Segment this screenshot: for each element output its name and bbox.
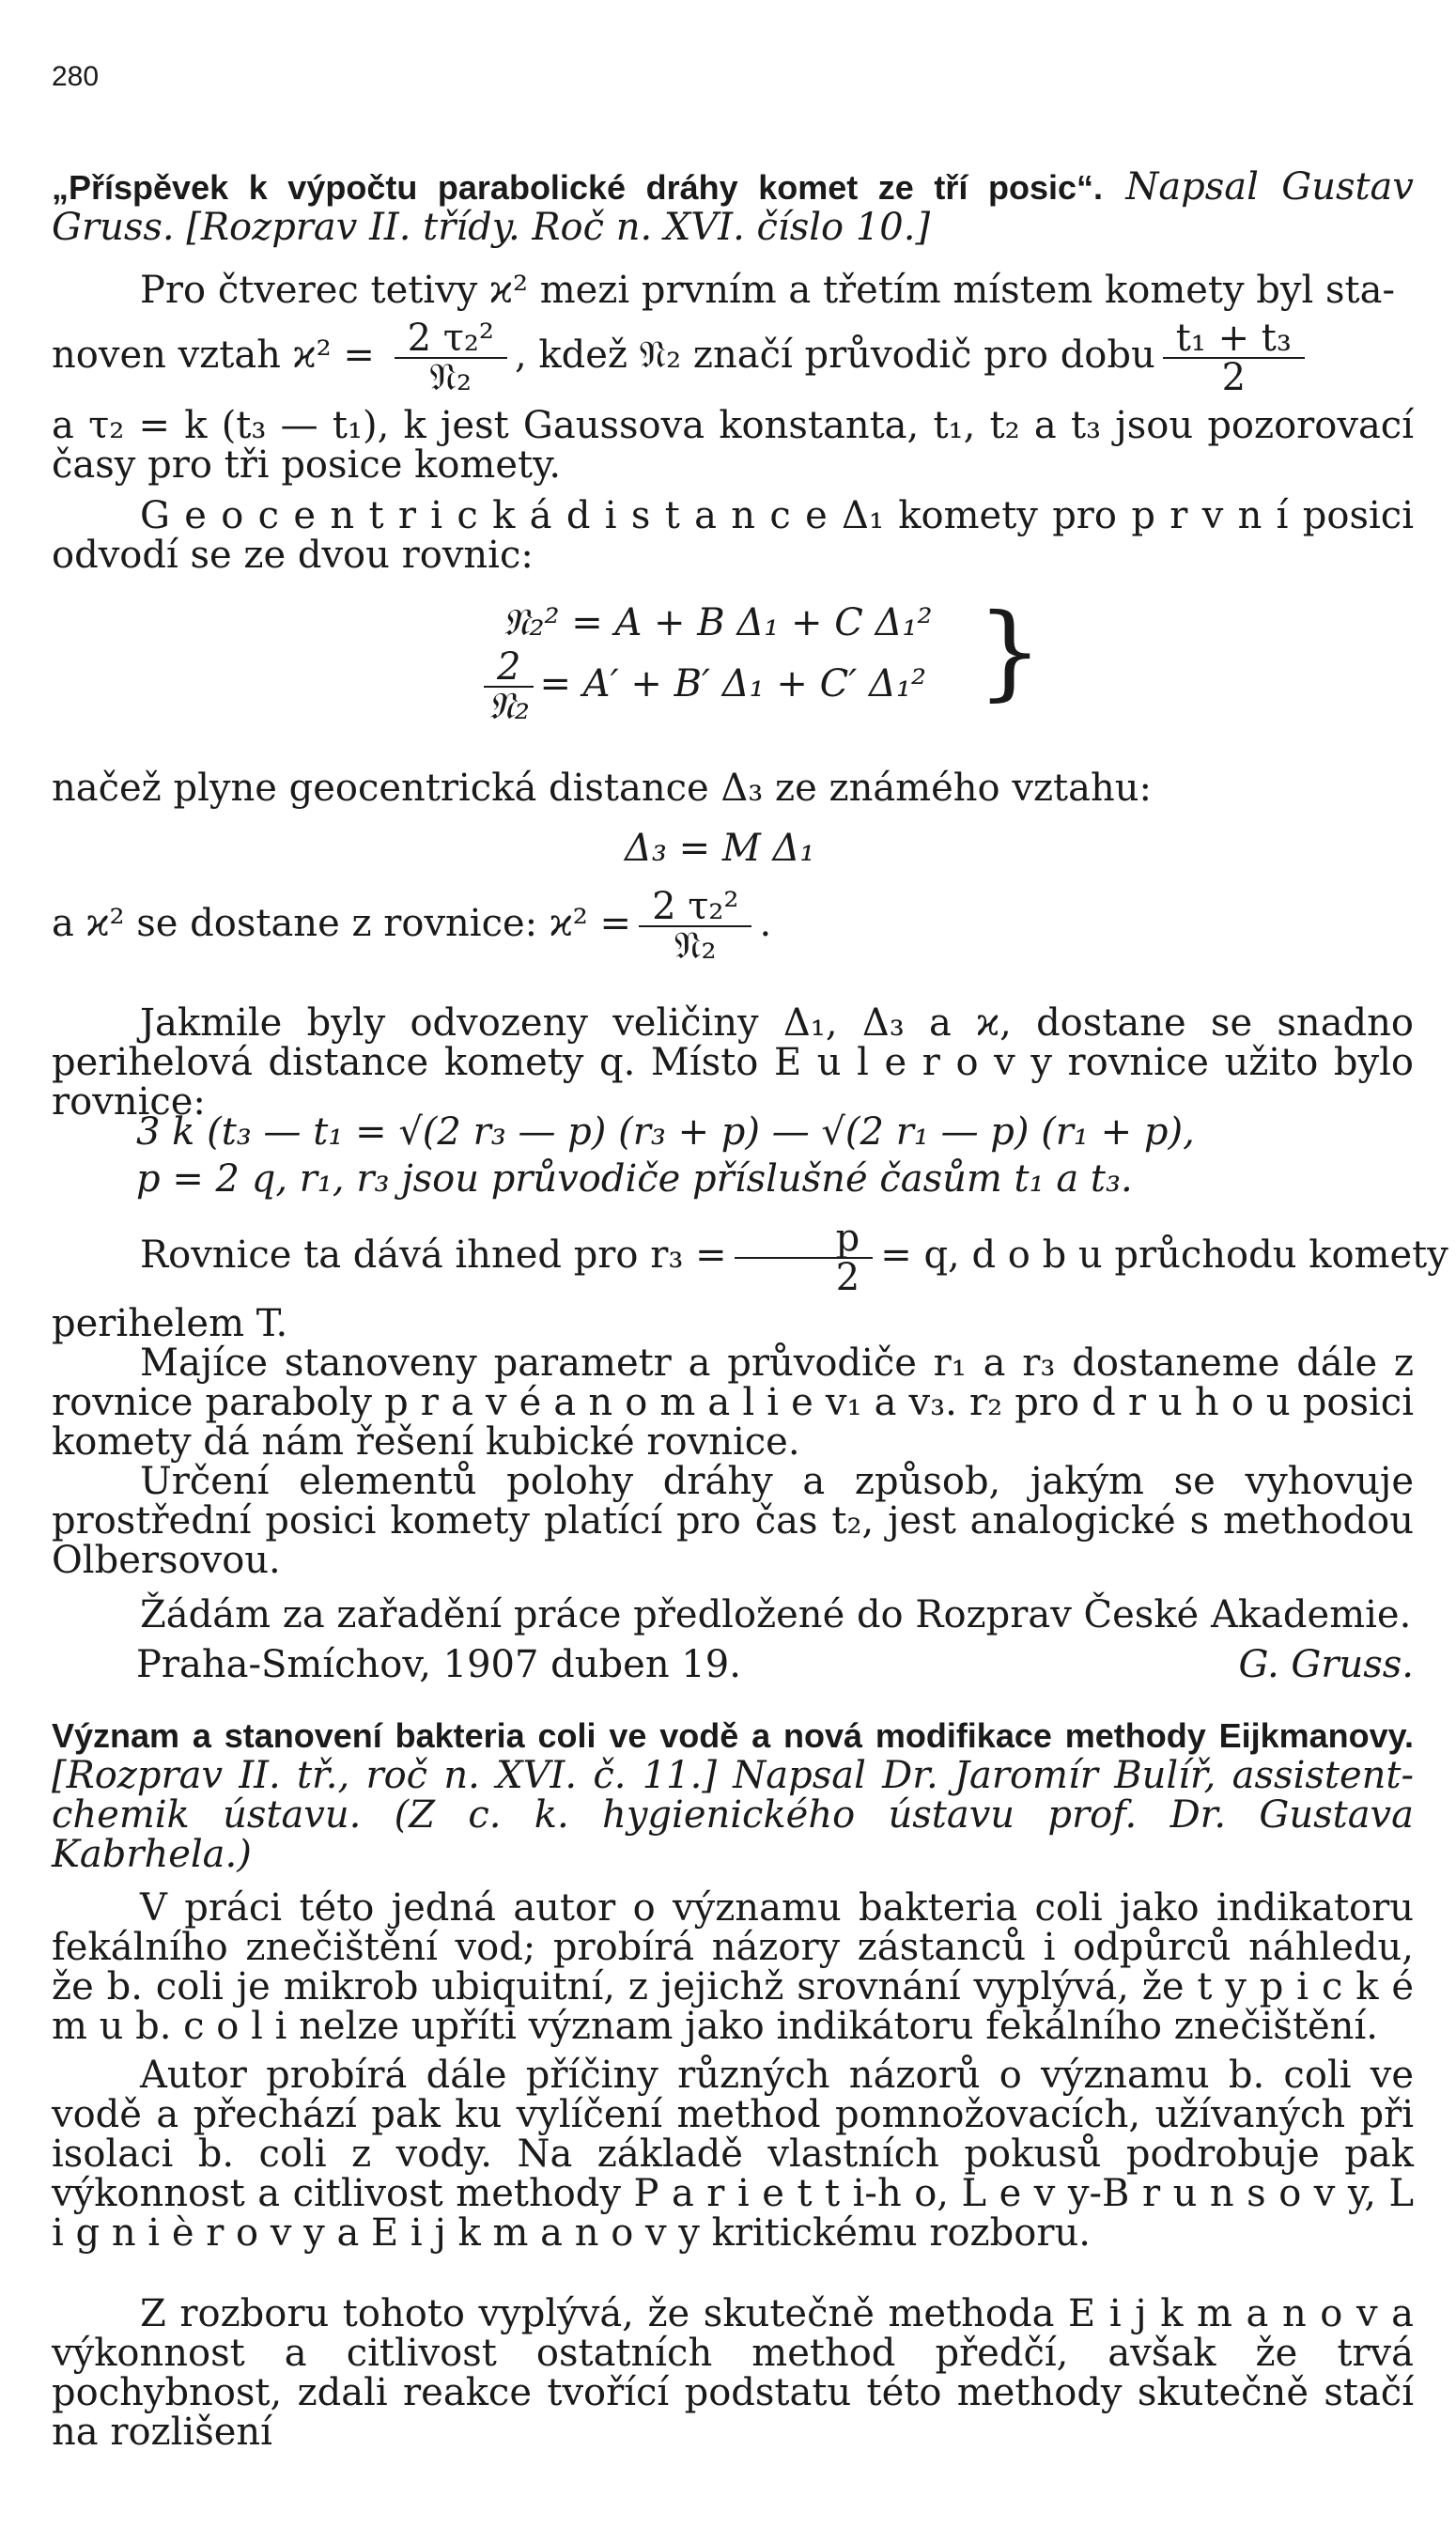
text-line: Z rozboru tohoto vyplývá, že skutečně methoda E i j k m a n o v a výkonnost a citlivost ostatních method předčí, avšak že trvá pochybnost, zdali reakce tvořící podstatu této methody skutečně stačí na rozlišení — [52, 2292, 1414, 2454]
section2-author-ref: [Rozprav II. tř., roč n. XVI. č. 11.] Napsal Dr. Jaromír Bulíř, assistent-chemik ústavu. (Z c. k. hygienického ústavu prof. Dr. Gustava Kabrhela.) — [52, 1754, 1414, 1876]
text-line: a ϰ² se dostane z rovnice: ϰ² = — [52, 902, 632, 945]
text-line: = q, d o b u průchodu komety — [880, 1233, 1448, 1277]
numerator: 2 τ₂² — [639, 888, 751, 927]
section1-paragraph-4 — [52, 885, 1414, 968]
text-line: . — [759, 902, 772, 945]
equation-2 — [484, 645, 927, 728]
signature-place-date: Praha-Smíchov, 1907 duben 19. — [136, 1643, 741, 1686]
section2-paragraph-2 — [52, 2055, 1414, 2253]
text-line: Majíce stanoveny parametr a průvodiče r₁ a r₃ dostaneme dále z rovnice paraboly p r a v é a n o m a l i e v₁ a v₃. r₂ pro d r u h o u posici komety dá nám řešení kubické rovnice. — [52, 1342, 1414, 1464]
section2-heading — [52, 1715, 1414, 1874]
text-line: Žádám za zařadění práce předložené do Rozprav České Akademie. — [140, 1593, 1412, 1636]
section1-relation-line — [52, 317, 1414, 399]
text-line: V práci této jedná autor o významu bakteria coli jako indikatoru fekálního znečištění vod; probírá názory zástanců i odpůrců náhledu, že b. coli je mikrob ubiquitní, z jejichž srovnání vyplývá, že t y p i c k é m u b. c o l i nelze upříti význam jako indikátoru fekálního znečištění. — [52, 1886, 1414, 2048]
text-line: Rovnice ta dává ihned pro r₃ = — [140, 1233, 727, 1277]
equation-4: 3 k (t₃ — t₁ = √(2 r₃ — p) (r₃ + p) — √(2 r₁ — p) (r₁ + p), — [136, 1110, 1195, 1154]
text-line: Určení elementů polohy dráhy a způsob, jakým se vyhovuje prostřední posici komety platící pro čas t₂, jest analogické s methodou Olbersovou. — [52, 1460, 1414, 1582]
page-number: 280 — [52, 61, 100, 92]
section2-paragraph-1 — [52, 1888, 1414, 2046]
denominator: 𝔑₂ — [429, 356, 472, 399]
section1-paragraph-1 — [52, 271, 1414, 310]
fraction — [484, 645, 534, 728]
equation-text: = A′ + B′ Δ₁ + C′ Δ₁² — [539, 662, 927, 706]
section1-heading — [52, 167, 1414, 247]
signature-author: G. Gruss. — [1238, 1643, 1414, 1686]
text-line: perihelem T. — [52, 1302, 288, 1345]
denominator: 𝔑₂ — [674, 924, 717, 968]
section1-paragraph-3 — [52, 768, 1414, 808]
denominator: 𝔑₂ — [488, 685, 530, 728]
text-line: , kdež 𝔑₂ značí průvodič pro dobu — [514, 333, 1155, 377]
fraction — [639, 885, 751, 968]
numerator: 2 τ₂² — [395, 319, 507, 359]
fraction — [395, 317, 507, 399]
section1-paragraph-5 — [52, 1003, 1414, 1122]
section1-paragraph-2 — [52, 496, 1414, 575]
section1-paragraph-7 — [52, 1343, 1414, 1462]
section1-author-ref: Napsal Gustav Gruss. [Rozprav II. třídy. Roč n. XVI. číslo 10.] — [52, 165, 1415, 249]
section1-paragraph-1c — [52, 406, 1414, 485]
text-line: a τ₂ = k (t₃ — t₁), k jest Gaussova konstanta, t₁, t₂ a t₃ jsou pozorovací časy pro tři posice komety. — [52, 404, 1414, 487]
text-line: Jakmile byly odvozeny veličiny Δ₁, Δ₃ a ϰ, dostane se snadno perihelová distance komety q. Místo E u l e r o v y rovnice užito bylo rovnice: — [52, 1001, 1414, 1124]
section1-title: „Příspěvek k výpočtu parabolické dráhy komet ze tří posic“. — [52, 168, 1104, 207]
equation-5: p = 2 q, r₁, r₃ jsou průvodiče příslušné časům t₁ a t₃. — [136, 1157, 1133, 1201]
text-line: Autor probírá dále příčiny různých názorů o významu b. coli ve vodě a přechází pak ku vylíčení method pomnožovacích, užívaných při isolaci b. coli z vody. Na základě vlastních pokusů podrobuje pak výkonnost a citlivost methody P a r i e t t i-h o, L e v y-B r u n s o v y, L i g n i è r o v y a E i j k m a n o v y kritickému rozboru. — [52, 2054, 1414, 2255]
text-line: načež plyne geocentrická distance Δ₃ ze známého vztahu: — [52, 767, 1152, 810]
section2-paragraph-3 — [52, 2294, 1414, 2452]
equation-1: 𝔑₂² = A + B Δ₁ + C Δ₁² — [503, 601, 933, 644]
text-line: Pro čtverec tetivy ϰ² mezi prvním a třetím místem komety byl sta- — [140, 269, 1395, 312]
numerator: 2 — [484, 648, 534, 688]
fraction — [1163, 317, 1305, 399]
equation-3: Δ₃ = M Δ₁ — [625, 827, 815, 870]
fraction — [735, 1217, 874, 1299]
denominator: 2 — [1221, 356, 1247, 399]
text-line: G e o c e n t r i c k á d i s t a n c e Δ₁ komety pro p r v n í posici odvodí se ze dvou rovnic: — [52, 494, 1414, 577]
brace-icon: } — [977, 591, 1043, 711]
text-line: noven vztah ϰ² = — [52, 333, 387, 377]
numerator: t₁ + t₃ — [1163, 319, 1305, 359]
section1-paragraph-6b — [52, 1304, 1414, 1343]
section2-title: Význam a stanovení bakteria coli ve vodě a nová modifikace methody Eijkmanovy. — [52, 1716, 1414, 1755]
section1-paragraph-9 — [52, 1595, 1414, 1635]
denominator: 2 — [835, 1256, 860, 1299]
section1-paragraph-6 — [52, 1217, 1448, 1299]
numerator: p — [735, 1219, 874, 1259]
section1-paragraph-8 — [52, 1462, 1414, 1580]
